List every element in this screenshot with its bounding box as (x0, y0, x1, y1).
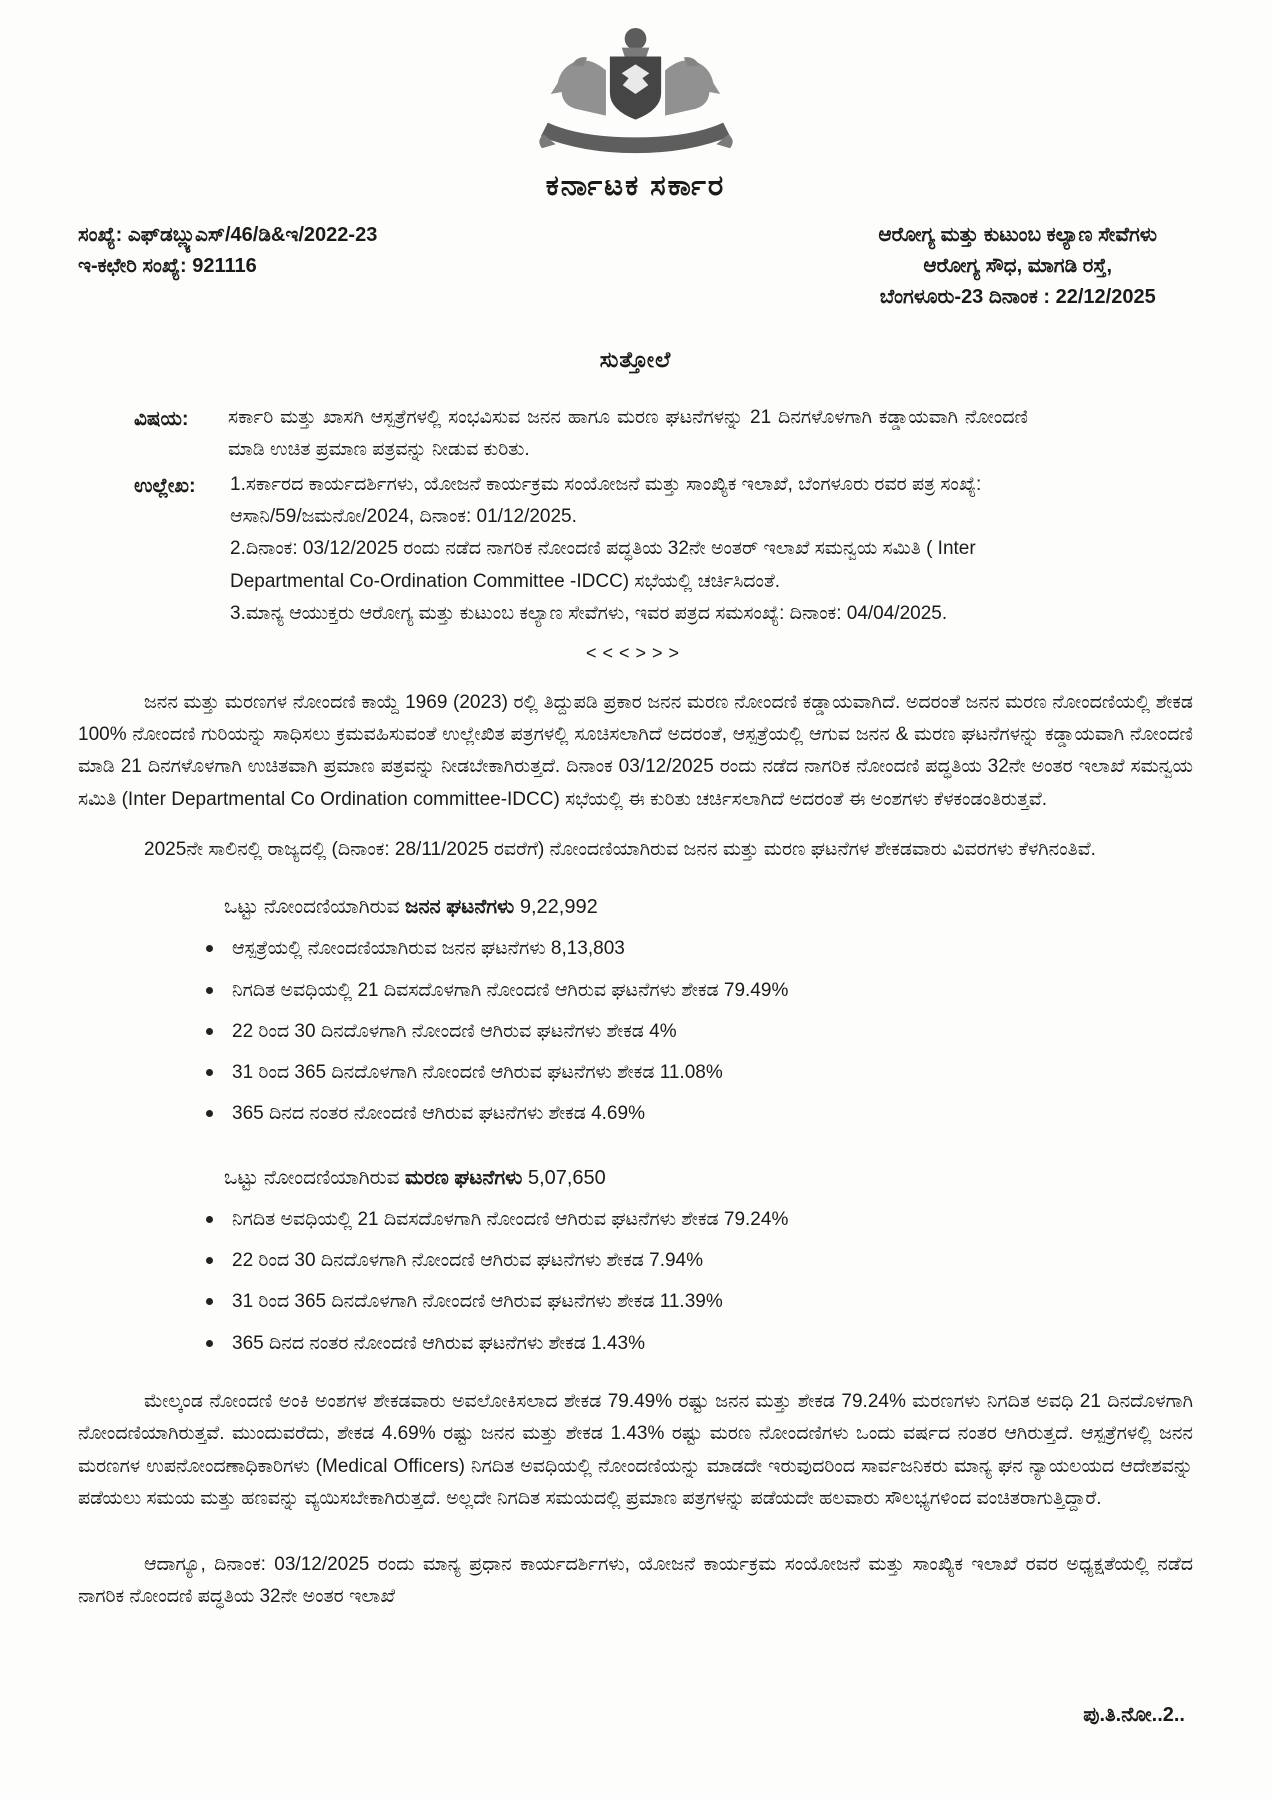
death-stat-item: 22 ರಿಂದ 30 ದಿನದೊಳಗಾಗಿ ನೋಂದಣಿ ಆಗಿರುವ ಘಟನೆಗಳು ಶೇಕಡ 7.94% (198, 1245, 1098, 1277)
references-row (134, 469, 1193, 630)
deaths-total-label: ಮರಣ ಘಟನೆಗಳು (405, 1166, 523, 1189)
page-title: ಕರ್ನಾಟಕ ಸರ್ಕಾರ (545, 170, 726, 202)
references-list (228, 469, 1038, 630)
page-continuation-note: ಪು.ತಿ.ನೋ..2.. (1083, 1704, 1185, 1726)
department-city-date: ಬೆಂಗಳೂರು-23 ದಿನಾಂಕ : 22/12/2025 (879, 285, 1156, 308)
births-total-label: ಜನನ ಘಟನೆಗಳು (405, 896, 515, 919)
letter-number-block (78, 220, 377, 313)
body-paragraph-2: 2025ನೇ ಸಾಲಿನಲ್ಲಿ ರಾಜ್ಯದಲ್ಲಿ (ದಿನಾಂಕ: 28/11/2025 ರವರೆಗೆ) ನೋಂದಣಿಯಾಗಿರುವ ಜನನ ಮತ್ತು ಮರಣ ಘಟನೆಗಳ ಶೇಕಡವಾರು ವಿವರಗಳು ಕೆಳಗಿನಂತಿವೆ. (144, 838, 1096, 860)
deaths-total-value: 5,07,650 (522, 1166, 606, 1189)
subject-row (134, 402, 1193, 467)
letter-ref-number: ಸಂಖ್ಯೆ: ಎಫ್‌ಡಬ್ಲ್ಯುಎಸ್/46/ಡಿ&ಇ/2022-23 (78, 223, 378, 246)
birth-stats-list (198, 933, 1193, 1130)
reference-item: 3.ಮಾನ್ಯ ಆಯುಕ್ತರು ಆರೋಗ್ಯ ಮತ್ತು ಕುಟುಂಬ ಕಲ್ಯಾಣ ಸೇವೆಗಳು, ಇವರ ಪತ್ರದ ಸಮಸಂಖ್ಯೆ: ದಿನಾಂಕ: 04/04/2025. (230, 602, 948, 624)
deaths-total-prefix: ಒಟ್ಟು ನೋಂದಣಿಯಾಗಿರುವ (224, 1166, 405, 1189)
subject-label: ವಿಷಯ: (134, 408, 189, 431)
emblem-container (78, 24, 1193, 166)
death-stat-item: ನಿಗದಿತ ಅವಧಿಯಲ್ಲಿ 21 ದಿವಸದೊಳಗಾಗಿ ನೋಂದಣಿ ಆಗಿರುವ ಘಟನೆಗಳು ಶೇಕಡ 79.24% (198, 1204, 1098, 1236)
department-address: ಆರೋಗ್ಯ ಸೌಧ, ಮಾಗಡಿ ರಸ್ತೆ, (923, 254, 1113, 277)
reference-item: 1.ಸರ್ಕಾರದ ಕಾರ್ಯದರ್ಶಿಗಳು, ಯೋಜನೆ ಕಾರ್ಯಕ್ರಮ ಸಂಯೋಜನೆ ಮತ್ತು ಸಾಂಖ್ಯಿಕ ಇಲಾಖೆ, ಬೆಂಗಳೂರು ರವರ ಪತ್ರ ಸಂಖ್ಯೆ: ಆಸಾನಿ/59/ಜಮನೋ/2024, ದಿನಾಂಕ: 01/12/2025. (230, 473, 982, 527)
death-stats-list (198, 1204, 1193, 1360)
department-address-block (878, 220, 1157, 313)
eoffice-number: ಇ-ಕಛೇರಿ ಸಂಖ್ಯೆ: 921116 (78, 254, 257, 277)
births-total-line (224, 890, 1193, 924)
circular-heading: ಸುತ್ತೋಲೆ (599, 346, 672, 372)
death-stat-item: 31 ರಿಂದ 365 ದಿನದೊಳಗಾಗಿ ನೋಂದಣಿ ಆಗಿರುವ ಘಟನೆಗಳು ಶೇಕಡ 11.39% (198, 1286, 1098, 1318)
birth-stat-item: 22 ರಿಂದ 30 ದಿನದೊಳಗಾಗಿ ನೋಂದಣಿ ಆಗಿರುವ ಘಟನೆಗಳು ಶೇಕಡ 4% (198, 1016, 1098, 1048)
department-name: ಆರೋಗ್ಯ ಮತ್ತು ಕುಟುಂಬ ಕಲ್ಯಾಣ ಸೇವೆಗಳು (878, 223, 1157, 246)
references-label: ಉಲ್ಲೇಖ: (134, 474, 196, 497)
body-paragraph-3: ಮೇಲ್ಕಂಡ ನೋಂದಣಿ ಅಂಕಿ ಅಂಶಗಳ ಶೇಕಡವಾರು ಅವಲೋಕಿಸಲಾದ ಶೇಕಡ 79.49% ರಷ್ಟು ಜನನ ಮತ್ತು ಶೇಕಡ 79.24% ಮರಣಗಳು ನಿಗದಿತ ಅವಧಿ 21 ದಿನದೊಳಗಾಗಿ ನೋಂದಣಿಯಾಗಿರುತ್ತವೆ. ಮುಂದುವರೆದು, ಶೇಕಡ 4.69% ರಷ್ಟು ಜನನ ಮತ್ತು ಶೇಕಡ 1.43% ರಷ್ಟು ಮರಣ ನೋಂದಣಿಗಳು ಒಂದು ವರ್ಷದ ನಂತರ ಆಗಿರುತ್ತದೆ. ಆಸ್ಪತ್ರೆಗಳಲ್ಲಿ ಜನನ ಮರಣಗಳ ಉಪನೋಂದಣಾಧಿಕಾರಿಗಳು (Medical Officers) ನಿಗದಿತ ಅವಧಿಯಲ್ಲಿ ನೋಂದಣಿಯನ್ನು ಮಾಡದೇ ಇರುವುದರಿಂದ ಸಾರ್ವಜನಿಕರು ಮಾನ್ಯ ಘನ ನ್ಯಾಯಲಯದ ಆದೇಶವನ್ನು ಪಡೆಯಲು ಸಮಯ ಮತ್ತು ಹಣವನ್ನು ವ್ಯಯಿಸಬೇಕಾಗಿರುತ್ತದೆ. ಅಲ್ಲದೇ ನಿಗದಿತ ಸಮಯದಲ್ಲಿ ಪ್ರಮಾಣ ಪತ್ರಗಳನ್ನು ಪಡೆಯದೇ ಹಲವಾರು ಸೌಲಭ್ಯಗಳಿಂದ ವಂಚಿತರಾಗುತ್ತಿದ್ದಾರೆ. (78, 1390, 1193, 1509)
subject-text: ಸರ್ಕಾರಿ ಮತ್ತು ಖಾಸಗಿ ಆಸ್ಪತ್ರೆಗಳಲ್ಲಿ ಸಂಭವಿಸುವ ಜನನ ಹಾಗೂ ಮರಣ ಘಟನೆಗಳನ್ನು 21 ದಿನಗಳೊಳಗಾಗಿ ಕಡ್ಡಾಯವಾಗಿ ನೋಂದಣಿ ಮಾಡಿ ಉಚಿತ ಪ್ರಮಾಣ ಪತ್ರವನ್ನು ನೀಡುವ ಕುರಿತು. (228, 407, 1028, 461)
karnataka-emblem (520, 24, 752, 162)
birth-stat-item: ಆಸ್ಪತ್ರೆಯಲ್ಲಿ ನೋಂದಣಿಯಾಗಿರುವ ಜನನ ಘಟನೆಗಳು 8,13,803 (198, 933, 1098, 965)
letter-meta (78, 220, 1193, 313)
deaths-total-line (224, 1161, 1193, 1195)
section-separator: <<<>>> (585, 643, 686, 664)
births-total-prefix: ಒಟ್ಟು ನೋಂದಣಿಯಾಗಿರುವ (224, 896, 405, 919)
reference-item: 2.ದಿನಾಂಕ: 03/12/2025 ರಂದು ನಡೆದ ನಾಗರಿಕ ನೋಂದಣಿ ಪದ್ಧತಿಯ 32ನೇ ಅಂತರ್ ಇಲಾಖೆ ಸಮನ್ವಯ ಸಮಿತಿ ( Inter Departmental Co-Ordination Committee -IDCC) ಸಭೆಯಲ್ಲಿ ಚರ್ಚಿಸಿದಂತೆ. (230, 538, 976, 592)
birth-stat-item: 31 ರಿಂದ 365 ದಿನದೊಳಗಾಗಿ ನೋಂದಣಿ ಆಗಿರುವ ಘಟನೆಗಳು ಶೇಕಡ 11.08% (198, 1057, 1098, 1089)
body-paragraph-4: ಆದಾಗ್ಯೂ, ದಿನಾಂಕ: 03/12/2025 ರಂದು ಮಾನ್ಯ ಪ್ರಧಾನ ಕಾರ್ಯದರ್ಶಿಗಳು, ಯೋಜನೆ ಕಾರ್ಯಕ್ರಮ ಸಂಯೋಜನೆ ಮತ್ತು ಸಾಂಖ್ಯಿಕ ಇಲಾಖೆ ರವರ ಅಧ್ಯಕ್ಷತೆಯಲ್ಲಿ ನಡೆದ ನಾಗರಿಕ ನೋಂದಣಿ ಪದ್ಧತಿಯ 32ನೇ ಅಂತರ ಇಲಾಖೆ (78, 1554, 1193, 1608)
birth-stat-item: 365 ದಿನದ ನಂತರ ನೋಂದಣಿ ಆಗಿರುವ ಘಟನೆಗಳು ಶೇಕಡ 4.69% (198, 1098, 1098, 1130)
birth-stat-item: ನಿಗದಿತ ಅವಧಿಯಲ್ಲಿ 21 ದಿವಸದೊಳಗಾಗಿ ನೋಂದಣಿ ಆಗಿರುವ ಘಟನೆಗಳು ಶೇಕಡ 79.49% (198, 975, 1098, 1007)
body-paragraph-1: ಜನನ ಮತ್ತು ಮರಣಗಳ ನೋಂದಣಿ ಕಾಯ್ದೆ 1969 (2023) ರಲ್ಲಿ ತಿದ್ದುಪಡಿ ಪ್ರಕಾರ ಜನನ ಮರಣ ನೋಂದಣಿ ಕಡ್ಡಾಯವಾಗಿದೆ. ಅದರಂತೆ ಜನನ ಮರಣ ನೋಂದಣಿಯಲ್ಲಿ ಶೇಕಡ 100% ನೋಂದಣಿ ಗುರಿಯನ್ನು ಸಾಧಿಸಲು ಕ್ರಮವಹಿಸುವಂತೆ ಉಲ್ಲೇಖಿತ ಪತ್ರಗಳಲ್ಲಿ ಸೂಚಿಸಲಾಗಿದೆ ಅದರಂತೆ, ಆಸ್ಪತ್ರೆಯಲ್ಲಿ ಆಗುವ ಜನನ & ಮರಣ ಘಟನೆಗಳನ್ನು ಕಡ್ಡಾಯವಾಗಿ ನೋಂದಣಿ ಮಾಡಿ 21 ದಿನಗಳೊಳಗಾಗಿ ಉಚಿತವಾಗಿ ಪ್ರಮಾಣ ಪತ್ರವನ್ನು ನೀಡಬೇಕಾಗಿರುತ್ತದೆ. ದಿನಾಂಕ 03/12/2025 ರಂದು ನಡೆದ ನಾಗರಿಕ ನೋಂದಣಿ ಪದ್ಧತಿಯ 32ನೇ ಅಂತರ ಇಲಾಖೆ ಸಮನ್ವಯ ಸಮಿತಿ (Inter Departmental Co Ordination committee-IDCC) ಸಭೆಯಲ್ಲಿ ಈ ಕುರಿತು ಚರ್ಚಿಸಲಾಗಿದೆ ಅದರಂತೆ ಈ ಅಂಶಗಳು ಕೆಳಕಂಡಂತಿರುತ್ತವೆ. (78, 691, 1193, 810)
death-stat-item: 365 ದಿನದ ನಂತರ ನೋಂದಣಿ ಆಗಿರುವ ಘಟನೆಗಳು ಶೇಕಡ 1.43% (198, 1328, 1098, 1360)
births-total-value: 9,22,992 (514, 896, 598, 919)
